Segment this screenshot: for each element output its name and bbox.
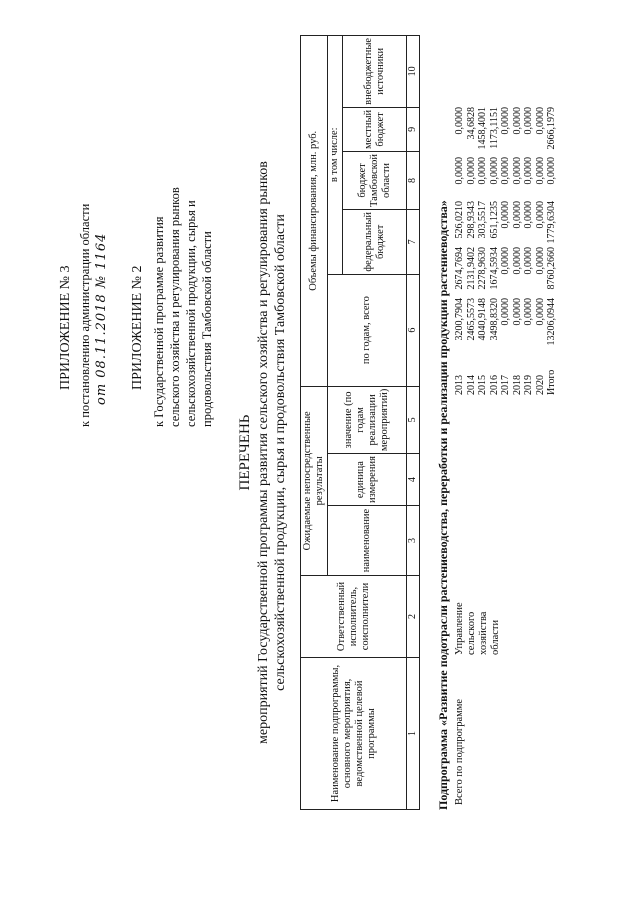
- header-local: местный бюджет: [343, 107, 407, 151]
- offbudget-value: 1458,4001: [477, 107, 488, 150]
- federal-value: 0,0000: [500, 247, 511, 275]
- list-title-line-1: мероприятий Государственной программы развития сельского хозяйства и регулирования рынков: [256, 161, 271, 744]
- year-cell: Итого: [546, 369, 557, 395]
- annex-2-line-3: сельскохозяйственной продукции, сырья и: [184, 200, 198, 427]
- regional-column: [454, 201, 558, 245]
- federal-value: 1674,5934: [488, 247, 500, 290]
- annex-2-line-4: продовольствия Тамбовской области: [200, 231, 214, 427]
- decree-line: к постановлению администрации области: [78, 203, 92, 427]
- header-including: в том числе:: [328, 35, 343, 274]
- year-cell: 2019: [523, 375, 534, 395]
- header-regional: бюджет Тамбовской области: [343, 151, 407, 209]
- year-cell: 2018: [511, 375, 523, 395]
- local-value: 0,0000: [454, 157, 465, 185]
- column-number: 7: [407, 210, 420, 275]
- header-by-years: по годам, всего: [328, 274, 407, 386]
- regional-value: 0,0000: [523, 201, 534, 229]
- local-value: 0,0000: [500, 157, 511, 185]
- header-unit: единица измерения: [328, 454, 407, 506]
- offbudget-value: 0,0000: [511, 107, 523, 135]
- annex-3-heading: ПРИЛОЖЕНИЕ № 3: [58, 265, 73, 390]
- regional-value: 0,0000: [534, 201, 546, 229]
- year-cell: 2014: [465, 375, 477, 395]
- handwritten-decree-reference: от 08.11.2018 № 1164: [94, 232, 109, 405]
- header-funding: Объемы финансирования, млн. руб.: [301, 35, 328, 386]
- column-number: 6: [407, 274, 420, 386]
- federal-value: 2674,7694: [454, 247, 465, 290]
- header-executor-column: Ответственный исполнитель, соисполнители: [301, 576, 407, 658]
- federal-value: 0,0000: [534, 247, 546, 275]
- local-value: 0,0000: [465, 157, 477, 185]
- header-expected-results: Ожидаемые непосредственные результаты: [301, 386, 328, 575]
- regional-value: 526,0210: [454, 201, 465, 239]
- header-value: значение (по годам реализации мероприятий): [328, 386, 407, 453]
- offbudget-value: 0,0000: [500, 107, 511, 135]
- total-by-subprogram-label: Всего по подпрограмме: [454, 698, 465, 805]
- local-value: 0,0000: [534, 157, 546, 185]
- offbudget-value: 1173,1151: [488, 107, 500, 149]
- annex-2-line-1: к Государственной программе развития: [152, 216, 166, 427]
- subprogram-title: Подпрограмма «Развитие подотрасли растениеводства, переработки и реализации продукции растениеводства»: [436, 200, 450, 810]
- offbudget-value: 34,6828: [465, 107, 477, 140]
- offbudget-value: 0,0000: [454, 107, 465, 135]
- column-number: 10: [407, 35, 420, 107]
- total-value: 0,0000: [534, 298, 546, 326]
- local-value: 0,0000: [546, 157, 557, 185]
- year-cell: 2017: [500, 375, 511, 395]
- local-value: 0,0000: [523, 157, 534, 185]
- total-value: 3498,8320: [488, 298, 500, 341]
- year-cell: 2015: [477, 375, 488, 395]
- federal-value: 8760,2660: [546, 247, 557, 290]
- column-number: 8: [407, 151, 420, 209]
- total-value: 0,0000: [523, 298, 534, 326]
- total-value: 0,0000: [511, 298, 523, 326]
- federal-column: [454, 247, 558, 293]
- column-number: 4: [407, 454, 420, 506]
- total-value: 3200,7904: [454, 298, 465, 341]
- list-title-line-2: сельскохозяйственной продукции, сырья и продовольствия Тамбовской области: [273, 214, 288, 691]
- column-number: 9: [407, 107, 420, 151]
- federal-value: 0,0000: [523, 247, 534, 275]
- regional-value: 298,9343: [465, 201, 477, 239]
- regional-value: 303,5517: [477, 201, 488, 239]
- offbudget-value: 0,0000: [523, 107, 534, 135]
- federal-value: 2278,9630: [477, 247, 488, 290]
- measures-table: [300, 35, 420, 810]
- offbudget-value: 2666,1979: [546, 107, 557, 150]
- list-heading: ПЕРЕЧЕНЬ: [237, 414, 253, 491]
- totals-column: [454, 298, 558, 348]
- offbudget-value: 0,0000: [534, 107, 546, 135]
- years-column: [454, 370, 558, 395]
- total-value: 0,0000: [500, 298, 511, 326]
- local-value: 0,0000: [477, 157, 488, 185]
- header-federal: федеральный бюджет: [343, 210, 407, 275]
- local-value: 0,0000: [488, 157, 500, 185]
- regional-value: 0,0000: [500, 201, 511, 229]
- executor-cell: Управление сельского хозяйства области: [454, 602, 501, 655]
- annex-2-line-2: сельского хозяйства и регулирования рынков: [168, 187, 182, 427]
- column-number: 1: [407, 658, 420, 810]
- regional-value: 1779,6304: [546, 201, 557, 244]
- year-cell: 2013: [454, 375, 465, 395]
- column-number: 2: [407, 576, 420, 658]
- federal-value: 0,0000: [511, 247, 523, 275]
- local-value: 0,0000: [511, 157, 523, 185]
- total-value: 4040,9148: [477, 298, 488, 341]
- column-number: 3: [407, 506, 420, 576]
- column-number: 5: [407, 386, 420, 453]
- year-cell: 2020: [534, 375, 546, 395]
- regional-value: 651,1235: [488, 201, 500, 239]
- federal-value: 2131,9402: [465, 247, 477, 290]
- header-naming: наименование: [328, 506, 407, 576]
- regional-value: 0,0000: [511, 201, 523, 229]
- annex-2-heading: ПРИЛОЖЕНИЕ № 2: [130, 265, 145, 390]
- offbudget-column: [454, 107, 558, 153]
- year-cell: 2016: [488, 375, 500, 395]
- header-offbudget: внебюджетные источники: [343, 35, 407, 107]
- header-name-column: Наименование подпрограммы, основного мероприятия, ведомственной целевой программы: [301, 658, 407, 810]
- total-value: 2465,5573: [465, 298, 477, 341]
- local-column: [454, 157, 558, 199]
- total-value: 13206,0944: [546, 298, 557, 346]
